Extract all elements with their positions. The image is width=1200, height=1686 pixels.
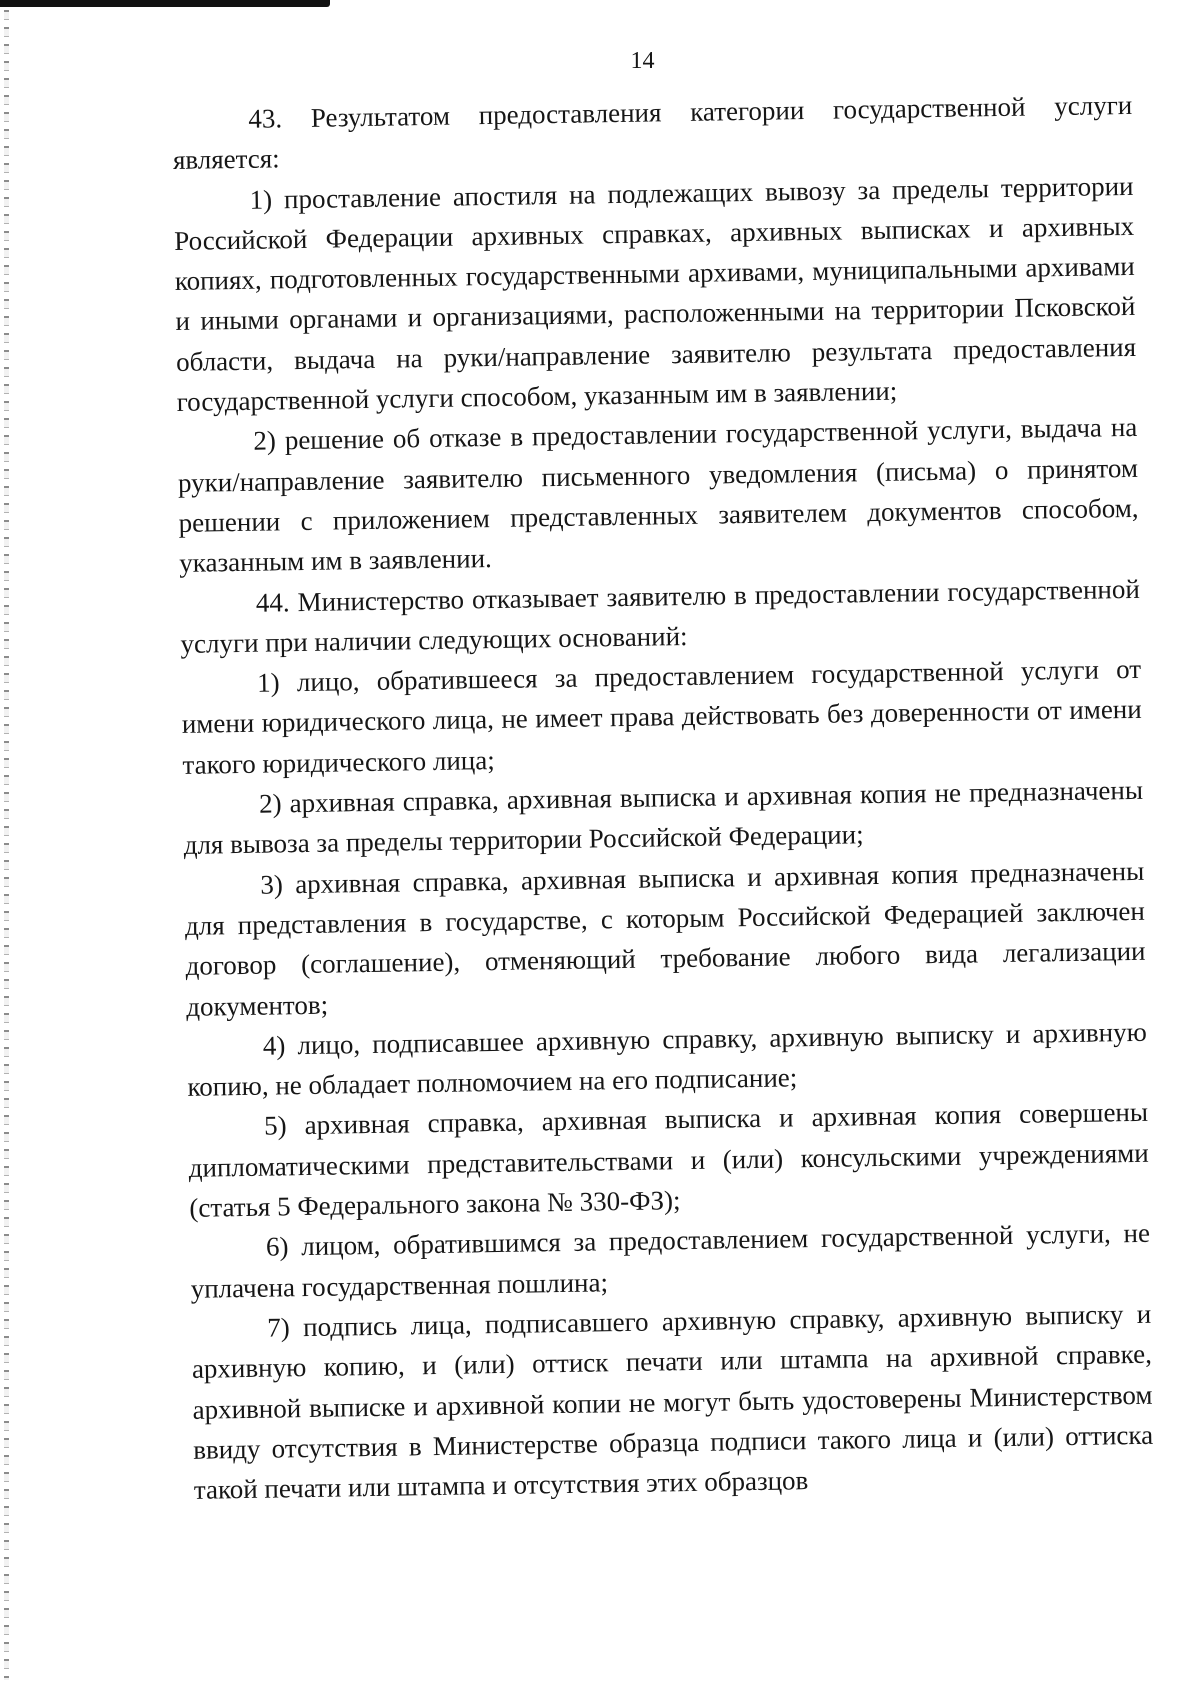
paragraph-43-item-2: 2) решение об отказе в предоставлении государственной услуги, выдача на руки/направление заявителю письменного уведомления (письма) о принятом решении с приложением представленных заявителем документов способом, указанным им в заявлении.	[177, 412, 1139, 579]
document-body	[172, 85, 1154, 1510]
paragraph-44-item-3: 3) архивная справка, архивная выписка и архивная копия предназначены для представления в государстве, с которым Российской Федерацией заключен договор (соглашение), отменяющий требование любого вида легализации документов;	[184, 855, 1146, 1022]
scan-left-edge	[4, 10, 9, 1680]
paragraph-44-item-4: 4) лицо, подписавшее архивную справку, архивную выписку и архивную копию, не обладает полномочием на его подписание;	[187, 1016, 1147, 1103]
paragraph-44-item-6: 6) лицом, обратившимся за предоставлением государственной услуги, не уплачена государственная пошлина;	[190, 1218, 1151, 1304]
paragraph-44-item-1: 1) лицо, обратившееся за предоставлением государственной услуги от имени юридического лица, не имеет права действовать без доверенности от имени такого юридического лица;	[181, 654, 1142, 780]
scan-top-edge	[0, 0, 330, 7]
page-number: 14	[630, 48, 655, 74]
paragraph-44-item-7: 7) подпись лица, подписавшего архивную справку, архивную выписку и архивную копию, и (или) оттиск печати или штампа на архивной справке, архивной выписке и архивной копии не могут быть удостоверены Министерством ввиду отсутствия в Министерстве образца подписи такого лица и (или) оттиска такой печати или штампа и отсутствия этих образцов	[191, 1298, 1154, 1505]
paragraph-44-item-2: 2) архивная справка, архивная выписка и архивная копия не предназначены для вывоза за пределы территории Российской Федерации;	[183, 774, 1144, 861]
paragraph-44: 44. Министерство отказывает заявителю в предоставлении государственной услуги при наличии следующих оснований:	[180, 573, 1141, 659]
paragraph-44-item-5: 5) архивная справка, архивная выписка и архивная копия совершены дипломатическими представительствами и (или) консульскими учреждениями (статья 5 Федерального закона № 330-ФЗ);	[188, 1097, 1149, 1223]
paragraph-43-item-1: 1) проставление апостиля на подлежащих вывозу за пределы территории Российской Федерации архивных справках, архивных выписках и архивных копиях, подготовленных государственными архивами, муниципальными архивами и иными органами и организациями, расположенными на территории Псковской области, выдача на руки/направление заявителю результата предоставления государственной услуги способом, указанным им в заявлении;	[173, 170, 1137, 418]
paragraph-43: 43. Результатом предоставления категории государственной услуги является:	[172, 89, 1133, 176]
